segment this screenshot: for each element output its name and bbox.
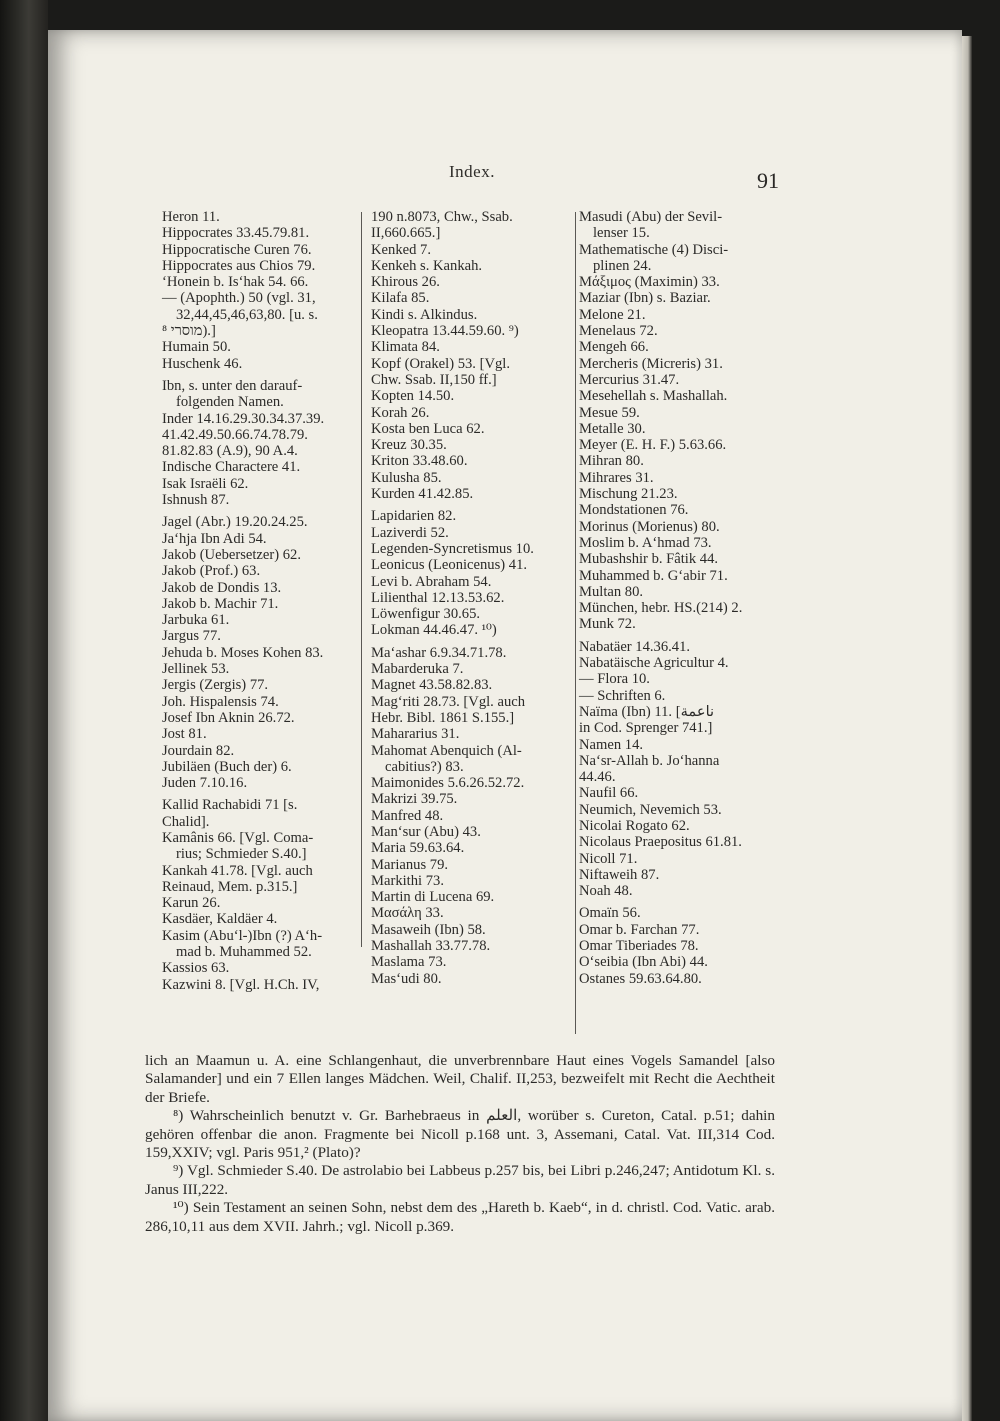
index-entry: 190 n.8073, Chw., Ssab. — [371, 209, 513, 225]
index-entry: Hippocrates aus Chios 79. — [162, 257, 316, 274]
index-entry: Masudi (Abu) der Sevil- — [579, 209, 723, 225]
index-entry: Jubiläen (Buch der) 6. — [162, 758, 292, 775]
index-entry: cabitius?) 83. — [385, 758, 464, 775]
index-entry: Klimata 84. — [371, 339, 440, 356]
index-entry: Chalid]. — [162, 813, 210, 830]
index-entry: Jakob de Dondis 13. — [162, 579, 282, 596]
index-entry: Maziar (Ibn) s. Baziar. — [579, 290, 711, 307]
index-entry: Morinus (Morienus) 80. — [579, 518, 720, 535]
index-entry: Moslim b. A‘hmad 73. — [579, 534, 712, 551]
index-entry: Kassios 63. — [162, 960, 230, 977]
index-entry: Kindi s. Alkindus. — [371, 306, 478, 323]
index-entry: Maimonides 5.6.26.52.72. — [371, 775, 525, 792]
running-head: Index. — [449, 162, 495, 181]
index-entry: Mashallah 33.77.78. — [371, 938, 491, 955]
index-column-2 — [371, 209, 569, 987]
index-entry: Naïma (Ibn) 11. [ناعمة — [579, 703, 715, 720]
index-entry: Kenked 7. — [371, 241, 431, 258]
index-entry: Ishnush 87. — [162, 492, 230, 509]
index-entry: מוסרי ⁸).] — [162, 323, 216, 340]
index-entry: rius; Schmieder S.40.] — [176, 846, 307, 863]
index-column-1 — [162, 209, 362, 993]
index-entry: Kopf (Orakel) 53. [Vgl. — [371, 355, 511, 372]
index-entry: Multan 80. — [579, 583, 644, 600]
index-entry: Maslama 73. — [371, 954, 447, 971]
index-entry: folgenden Namen. — [176, 394, 284, 411]
index-entry: Namen 14. — [579, 736, 644, 753]
index-entry: Jergis (Zergis) 77. — [162, 677, 269, 694]
index-entry: Jehuda b. Moses Kohen 83. — [162, 644, 324, 661]
index-entry: Inder 14.16.29.30.34.37.39. — [162, 410, 325, 427]
index-entry: Kenkeh s. Kankah. — [371, 257, 483, 274]
footnote-10: ¹⁰) Sein Testament an seinen Sohn, nebst dem des „Hareth b. Kaeb“, in d. christl. Cod. Vatic. arab. 286,10,11 aus dem XVII. Jahrh.; vgl. Nicoll p.369. — [145, 1199, 775, 1235]
index-entry: Man‘sur (Abu) 43. — [371, 823, 481, 840]
index-entry: Kriton 33.48.60. — [371, 453, 468, 470]
index-entry: Munk 72. — [579, 616, 636, 633]
footnote-continuation: lich an Maamun u. A. eine Schlangenhaut, die unverbrennbare Haut eines Vogels Samandel [also Salamander] und ein 7 Ellen langes Mädchen. Weil, Chalif. II,253, bezweifelt mit Recht die Aechtheit der Briefe. — [145, 1052, 775, 1106]
index-entry: Jakob b. Machir 71. — [162, 595, 279, 612]
index-entry: II,660.665.] — [371, 225, 441, 242]
index-entry: Levi b. Abraham 54. — [371, 573, 492, 590]
index-entry: Mas‘udi 80. — [371, 970, 442, 987]
index-entry: Juden 7.10.16. — [162, 775, 248, 792]
footnote-8: ⁸) Wahrscheinlich benutzt v. Gr. Barhebraeus in العلم, worüber s. Cureton, Catal. p.51; dahin gehören offenbar die anon. Fragmente bei Nicoll p.168 unt. 3, Assemani, Catal. Vat. III,314 Cod. 159,XXIV; vgl. Paris 951,² (Plato)? — [145, 1107, 775, 1162]
index-entry: Maria 59.63.64. — [371, 840, 465, 857]
index-entry: Ostanes 59.63.64.80. — [579, 970, 702, 987]
index-entry: Nabatäer 14.36.41. — [579, 638, 691, 655]
index-entry: Jagel (Abr.) 19.20.24.25. — [162, 514, 308, 531]
index-entry: Ja‘hja Ibn Adi 54. — [162, 530, 267, 547]
index-entry: Ibn, s. unter den darauf- — [162, 377, 303, 394]
index-entry: Kankah 41.78. [Vgl. auch — [162, 862, 313, 879]
index-entry: Kilafa 85. — [371, 290, 430, 307]
index-entry: München, hebr. HS.(214) 2. — [579, 600, 743, 617]
index-entry: Reinaud, Mem. p.315.] — [162, 878, 298, 895]
index-entry: — Flora 10. — [579, 671, 650, 688]
index-entry: Jakob (Uebersetzer) 62. — [162, 546, 301, 563]
index-entry: Leonicus (Leonicenus) 41. — [371, 557, 528, 574]
index-entry: Kallid Rachabidi 71 [s. — [162, 797, 298, 814]
index-entry: Naufil 66. — [579, 785, 639, 802]
index-entry: Chw. Ssab. II,150 ff.] — [371, 371, 497, 388]
index-entry: Omar b. Farchan 77. — [579, 921, 700, 938]
index-entry: Laziverdi 52. — [371, 524, 449, 541]
index-entry: Na‘sr-Allah b. Jo‘hanna — [579, 752, 720, 769]
index-entry: Khirous 26. — [371, 274, 440, 291]
index-entry: — (Apophth.) 50 (vgl. 31, — [162, 290, 316, 307]
index-entry: Makrizi 39.75. — [371, 791, 458, 808]
index-entry: Hippocrates 33.45.79.81. — [162, 225, 310, 242]
index-entry: Kazwini 8. [Vgl. H.Ch. IV, — [162, 976, 320, 993]
index-entry: Kasim (Abu‘l-)Ibn (?) A‘h- — [162, 927, 323, 944]
index-entry: Mathematische (4) Disci- — [579, 241, 729, 258]
index-entry: Mesehellah s. Mashallah. — [579, 388, 728, 405]
index-entry: 81.82.83 (A.9), 90 A.4. — [162, 443, 298, 460]
index-entry: O‘seibia (Ibn Abi) 44. — [579, 954, 708, 971]
index-entry: Mercurius 31.47. — [579, 371, 680, 388]
column-rule — [575, 212, 576, 1034]
index-entry: Μασάλη 33. — [371, 905, 444, 922]
index-entry: Lilienthal 12.13.53.62. — [371, 589, 505, 606]
index-entry: Mengeh 66. — [579, 339, 649, 356]
index-entry: Mahararius 31. — [371, 726, 460, 743]
index-entry: Marianus 79. — [371, 856, 449, 873]
index-entry: Masaweih (Ibn) 58. — [371, 921, 486, 938]
index-entry: Nicoll 71. — [579, 850, 638, 867]
index-entry: Meyer (E. H. F.) 5.63.66. — [579, 437, 727, 454]
index-entry: Humain 50. — [162, 339, 231, 356]
index-entry: Kopten 14.50. — [371, 388, 455, 405]
index-entry: Markithi 73. — [371, 872, 444, 889]
index-entry: 41.42.49.50.66.74.78.79. — [162, 426, 308, 443]
index-entry: Μάξιμος (Maximin) 33. — [579, 274, 720, 291]
index-entry: Hippocratische Curen 76. — [162, 241, 312, 258]
index-entry: Mischung 21.23. — [579, 486, 678, 503]
index-entry: Jarbuka 61. — [162, 612, 230, 629]
index-entry: Indische Charactere 41. — [162, 459, 301, 476]
index-entry: Martin di Lucena 69. — [371, 889, 495, 906]
index-entry: Kasdäer, Kaldäer 4. — [162, 911, 278, 928]
index-entry: Noah 48. — [579, 883, 633, 900]
index-entry: Mahomat Abenquich (Al- — [371, 742, 522, 759]
index-entry: in Cod. Sprenger 741.] — [579, 720, 713, 737]
index-entry: Mercheris (Micreris) 31. — [579, 355, 723, 372]
index-entry: Ma‘ashar 6.9.34.71.78. — [371, 644, 507, 661]
index-entry: Kulusha 85. — [371, 469, 442, 486]
left-page-edge — [0, 0, 48, 1421]
index-entry: Mondstationen 76. — [579, 502, 689, 519]
index-entry: Kosta ben Luca 62. — [371, 420, 485, 437]
index-entry: Mesue 59. — [579, 404, 640, 421]
index-entry: Niftaweih 87. — [579, 866, 660, 883]
index-entry: Kurden 41.42.85. — [371, 486, 474, 503]
column-rule — [361, 212, 362, 947]
index-entry: Magnet 43.58.82.83. — [371, 677, 493, 694]
index-entry: Korah 26. — [371, 404, 430, 421]
index-entry: Josef Ibn Aknin 26.72. — [162, 709, 295, 726]
index-entry: Omar Tiberiades 78. — [579, 938, 699, 955]
index-entry: Jost 81. — [162, 726, 207, 743]
footnote-9: ⁹) Vgl. Schmieder S.40. De astrolabio bei Labbeus p.257 bis, bei Libri p.246,247; Antidotum Kl. s. Janus III,222. — [145, 1162, 775, 1198]
index-entry: plinen 24. — [593, 257, 652, 274]
index-entry: Omaïn 56. — [579, 905, 641, 922]
index-entry: Nabatäische Agricultur 4. — [579, 655, 729, 672]
index-entry: Joh. Hispalensis 74. — [162, 693, 279, 710]
index-entry: Melone 21. — [579, 306, 646, 323]
index-entry: Neumich, Nevemich 53. — [579, 801, 722, 818]
index-entry: Hebr. Bibl. 1861 S.155.] — [371, 709, 515, 726]
index-entry: Jellinek 53. — [162, 661, 230, 678]
page-number: 91 — [757, 168, 779, 193]
index-entry: mad b. Muhammed 52. — [176, 944, 312, 961]
index-entry: Menelaus 72. — [579, 323, 658, 340]
index-entry: Metalle 30. — [579, 420, 646, 437]
index-entry: Löwenfigur 30.65. — [371, 606, 481, 623]
index-entry: Lapidarien 82. — [371, 508, 457, 525]
index-entry: Jargus 77. — [162, 628, 221, 645]
index-entry: lenser 15. — [593, 225, 650, 242]
index-entry: Lokman 44.46.47. ¹⁰) — [371, 622, 497, 639]
index-entry: Heron 11. — [162, 209, 220, 225]
index-entry: — Schriften 6. — [579, 687, 666, 704]
index-entry: Nicolai Rogato 62. — [579, 817, 690, 834]
index-entry: Manfred 48. — [371, 807, 444, 824]
index-entry: Kamânis 66. [Vgl. Coma- — [162, 829, 314, 846]
page-fore-edge — [962, 36, 972, 1421]
index-entry: Legenden-Syncretismus 10. — [371, 540, 534, 557]
index-column-3 — [579, 209, 784, 987]
index-entry: Muhammed b. G‘abir 71. — [579, 567, 728, 584]
index-entry: Huschenk 46. — [162, 355, 243, 372]
index-entry: Mabarderuka 7. — [371, 661, 464, 678]
footnotes — [145, 1052, 775, 1236]
index-entry: Karun 26. — [162, 895, 221, 912]
index-entry: Nicolaus Praepositus 61.81. — [579, 834, 742, 851]
index-entry: ‘Honein b. Is‘hak 54. 66. — [162, 274, 309, 291]
index-entry: 32,44,45,46,63,80. [u. s. — [176, 306, 318, 323]
index-entry: Jakob (Prof.) 63. — [162, 563, 261, 580]
index-entry: Mihran 80. — [579, 453, 644, 470]
index-entry: Jourdain 82. — [162, 742, 235, 759]
index-entry: Mubashshir b. Fâtik 44. — [579, 551, 719, 568]
index-entry: Mag‘riti 28.73. [Vgl. auch — [371, 693, 526, 710]
index-entry: 44.46. — [579, 769, 616, 786]
index-entry: Kleopatra 13.44.59.60. ⁹) — [371, 323, 519, 340]
index-entry: Isak Israëli 62. — [162, 475, 249, 492]
index-entry: Kreuz 30.35. — [371, 437, 447, 454]
index-entry: Mihrares 31. — [579, 469, 654, 486]
